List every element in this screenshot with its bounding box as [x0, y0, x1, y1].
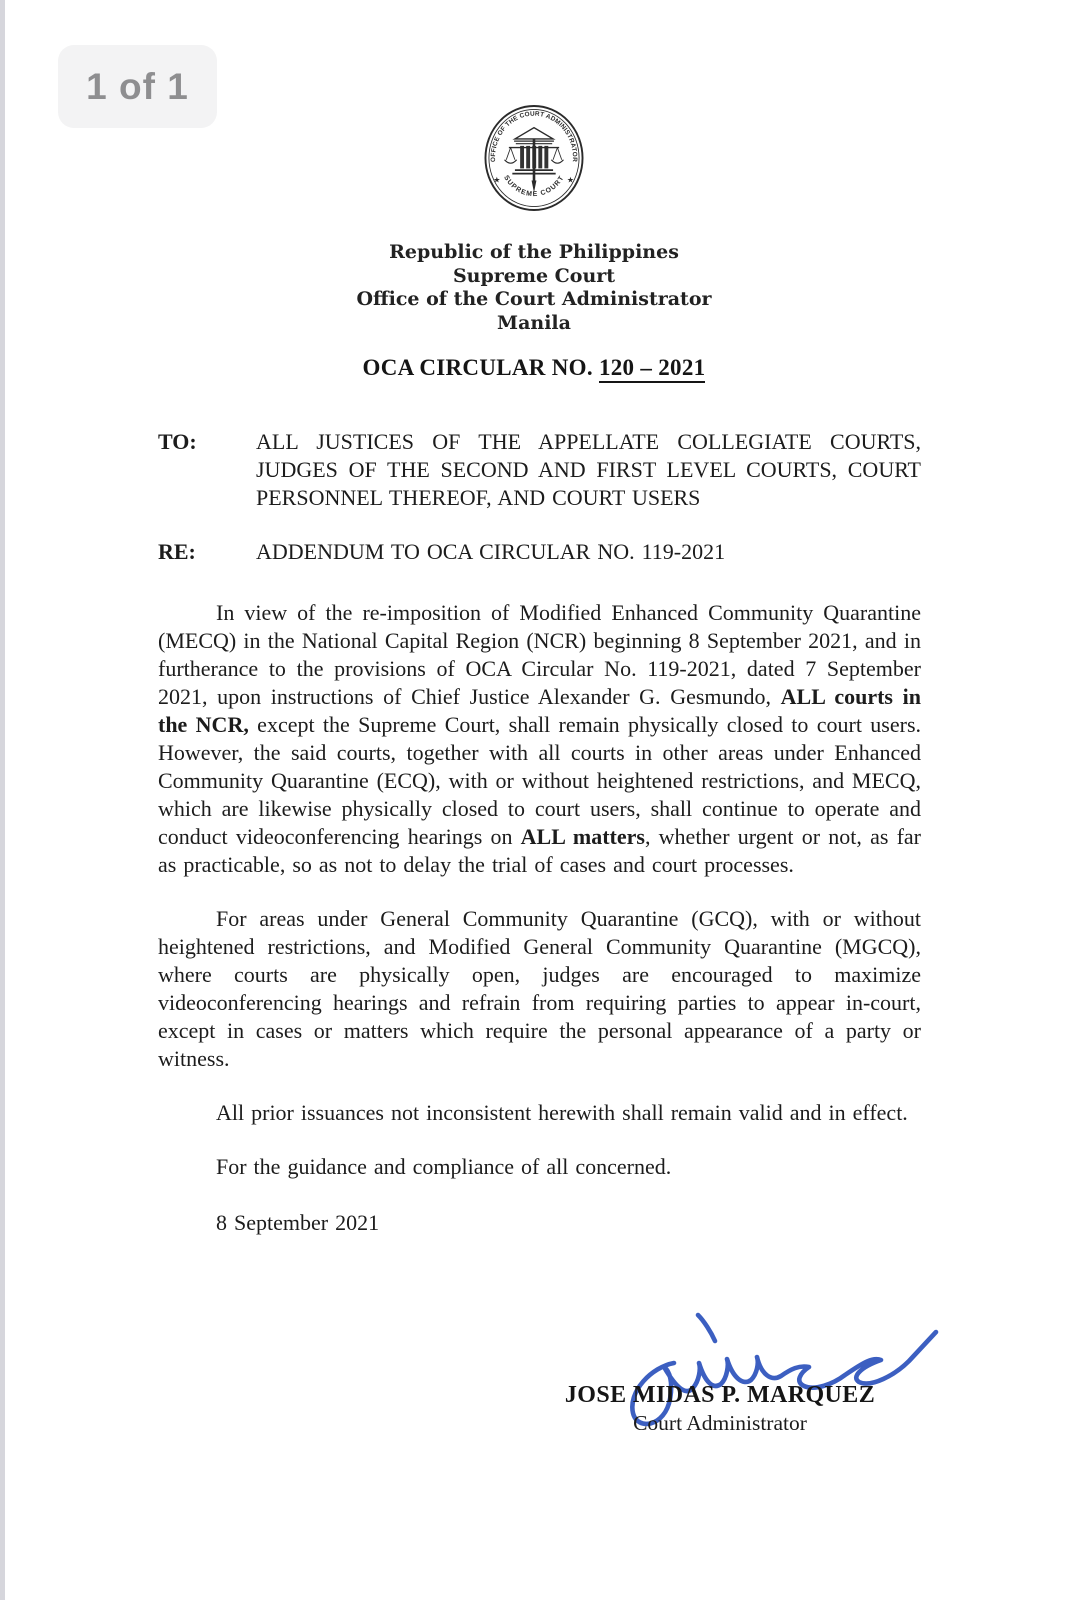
circular-title-prefix: OCA CIRCULAR NO.	[362, 355, 599, 380]
to-row	[158, 428, 921, 512]
body-paragraph	[158, 1153, 921, 1181]
re-value: ADDENDUM TO OCA CIRCULAR NO. 119-2021	[256, 539, 726, 564]
letter-body	[158, 428, 921, 1237]
signatory-title: Court Administrator	[633, 1411, 807, 1435]
seal-star-left: ★	[493, 175, 501, 185]
document-header	[0, 96, 1068, 381]
body-text: All prior issuances not inconsistent herewith shall remain valid and in effect.	[216, 1100, 908, 1125]
oca-supreme-court-seal-icon	[482, 96, 586, 225]
emphasized-text: ALL matters	[520, 824, 645, 849]
letterhead	[0, 241, 1068, 335]
circular-number: 120 – 2021	[599, 355, 706, 383]
to-value: ALL JUSTICES OF THE APPELLATE COLLEGIATE COURTS, JUDGES OF THE SECOND AND FIRST LEVEL COURTS, COURT PERSONNEL THEREOF, AND COURT USERS	[256, 429, 921, 510]
letterhead-line-republic: Republic of the Philippines	[389, 241, 679, 263]
to-label: TO:	[158, 429, 197, 454]
body-text: For the guidance and compliance of all concerned.	[216, 1154, 672, 1179]
body-paragraph	[158, 599, 921, 879]
re-row	[158, 538, 921, 566]
body-text: For areas under General Community Quarantine (GCQ), with or without heightened restrictions, and Modified General Community Quarantine (MGCQ), where courts are physically open, judges are encouraged to maximize videoconferencing hearings and refrain from requiring parties to appear in-court, except in cases or matters which require the personal appearance of a party or witness.	[158, 906, 921, 1071]
page-indicator-text: 1 of 1	[86, 65, 189, 107]
seal-bottom-text: SUPREME COURT	[502, 174, 566, 199]
signatory-name: JOSE MIDAS P. MARQUEZ	[564, 1382, 876, 1408]
circular-title	[0, 355, 1068, 381]
body-text: , whether urgent or not, as far as practicable, so as not to delay the trial of cases and court processes.	[158, 824, 922, 877]
body-text: In view of the re-imposition of Modified Enhanced Community Quarantine (MECQ) in the National Capital Region (NCR) beginning 8 September 2021, and in furtherance to the provisions of OCA Circular No. 119-2021, dated 7 September 2021, upon instructions of Chief Justice Alexander G. Gesmundo,	[158, 600, 921, 709]
seal-star-right: ★	[566, 175, 574, 185]
body-text: except the Supreme Court, shall remain physically closed to court users. However, the said courts, together with all courts in other areas under Enhanced Community Quarantine (ECQ), with or without heightened restrictions, and MECQ, which are likewise physically closed to court users, shall continue to operate and conduct videoconferencing hearings on	[158, 712, 922, 849]
re-label: RE:	[158, 539, 196, 564]
seal-top-text: OFFICE OF THE COURT ADMINISTRATOR	[489, 110, 579, 163]
letterhead-line-manila: Manila	[497, 311, 571, 334]
signatory-block	[545, 1382, 895, 1436]
body-paragraph	[158, 1099, 921, 1127]
body-paragraph	[158, 905, 921, 1073]
letterhead-line-supreme-court: Supreme Court	[452, 264, 616, 287]
date-line: 8 September 2021	[216, 1210, 380, 1235]
letterhead-line-oca: Office of the Court Administrator	[356, 288, 712, 310]
emphasized-text: ALL courts in the NCR,	[158, 684, 921, 737]
